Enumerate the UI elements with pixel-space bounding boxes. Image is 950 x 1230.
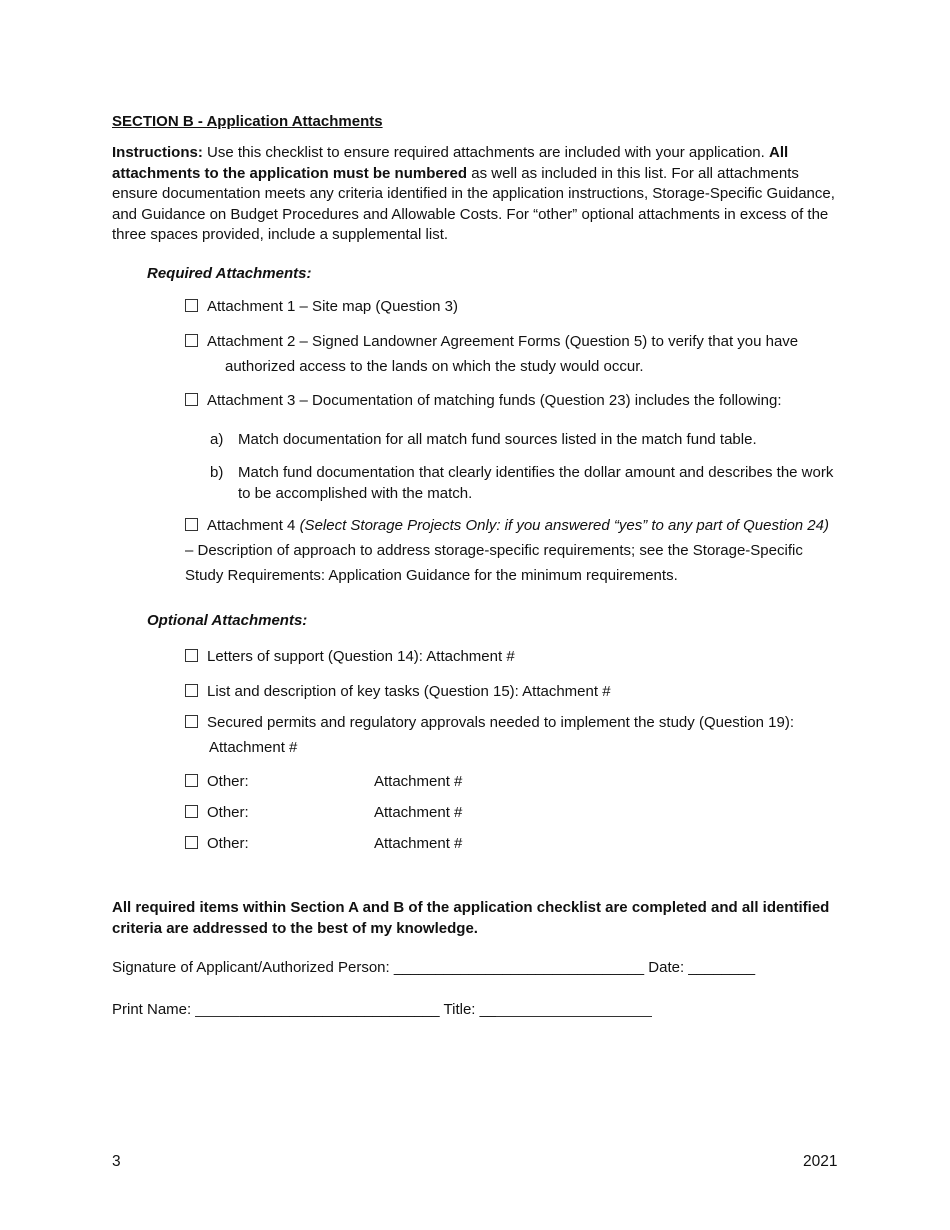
- other-3-attachment-label: Attachment #: [374, 835, 463, 852]
- print-name-underscores: ________________________: [239, 1001, 440, 1018]
- checkbox[interactable]: [185, 836, 198, 849]
- footer-year: 2021: [803, 1153, 838, 1170]
- required-item-3-label: Attachment 3 – Documentation of matching funds (Question 23) includes the following:: [207, 392, 782, 409]
- optional-item-1[interactable]: [185, 644, 515, 669]
- sub-item-a-text: Match documentation for all match fund sources listed in the match fund table.: [238, 431, 757, 448]
- instructions-text-2: as well as included in this list. For all attachments ensure documentation meets any criteria identified in the application instructions, Storage-Specific Guidance, and Guidance on Budget Procedures and Allowable Costs. For “other” optional attachments in excess of the three spaces provided, include a supplemental list.: [112, 164, 835, 244]
- required-item-1[interactable]: [185, 294, 458, 319]
- optional-other-2[interactable]: [185, 800, 249, 825]
- print-name-underline: [195, 1002, 239, 1017]
- sub-item-a-label: a): [210, 431, 224, 448]
- page-number: 3: [112, 1153, 121, 1170]
- required-item-3[interactable]: [185, 388, 782, 413]
- other-label: Other:: [207, 773, 249, 790]
- required-attachments-heading: Required Attachments:: [147, 265, 312, 282]
- required-item-4[interactable]: [185, 513, 835, 588]
- other-label: Other:: [207, 835, 249, 852]
- checkbox[interactable]: [185, 299, 198, 312]
- instructions-label: Instructions:: [112, 144, 203, 161]
- checkbox[interactable]: [185, 684, 198, 697]
- instructions-bold-text: All attachments to the application must be numbered: [112, 144, 789, 182]
- checkbox[interactable]: [185, 774, 198, 787]
- optional-attachments-heading: Optional Attachments:: [147, 612, 308, 629]
- print-name-line[interactable]: [112, 1001, 652, 1018]
- sub-item-b-text: Match fund documentation that clearly identifies the dollar amount and describes the work to be accomplished with the match.: [238, 464, 834, 502]
- optional-other-1[interactable]: [185, 769, 249, 794]
- instructions-paragraph: [112, 143, 842, 246]
- other-2-attachment-label: Attachment #: [374, 804, 463, 821]
- other-label: Other:: [207, 804, 249, 821]
- section-title: SECTION B - Application Attachments: [112, 113, 383, 130]
- optional-item-2-label: List and description of key tasks (Question 15): Attachment #: [207, 683, 611, 700]
- optional-item-1-label: Letters of support (Question 14): Attachment #: [207, 648, 515, 665]
- optional-item-3[interactable]: [185, 710, 845, 760]
- sub-item-b-label: b): [210, 464, 224, 481]
- instructions-text-1: Use this checklist to ensure required attachments are included with your application.: [202, 144, 769, 161]
- title-underline: [496, 1002, 652, 1017]
- certification-statement: All required items within Section A and B of the application checklist are completed and all identified criteria are addressed to the best of my knowledge.: [112, 899, 830, 937]
- optional-item-3-line1: Secured permits and regulatory approvals needed to implement the study (Question 19):: [207, 714, 794, 731]
- checkbox[interactable]: [185, 518, 198, 531]
- checkbox[interactable]: [185, 649, 198, 662]
- optional-other-3[interactable]: [185, 831, 249, 856]
- print-name-label: Print Name:: [112, 1001, 192, 1018]
- required-item-1-label: Attachment 1 – Site map (Question 3): [207, 298, 458, 315]
- optional-item-2[interactable]: [185, 679, 611, 704]
- required-item-4-prefix: Attachment 4: [207, 517, 300, 534]
- sub-item-b: [210, 462, 840, 504]
- required-item-4-rest: – Description of approach to address storage-specific requirements; see the Storage-Specific Study Requirements: Application Guidance for the minimum requirements.: [185, 542, 803, 584]
- checkbox[interactable]: [185, 715, 198, 728]
- required-item-2-line2: authorized access to the lands on which the study would occur.: [225, 358, 644, 375]
- required-item-2[interactable]: [185, 329, 845, 379]
- checkbox[interactable]: [185, 334, 198, 347]
- checkbox[interactable]: [185, 805, 198, 818]
- other-1-attachment-label: Attachment #: [374, 773, 463, 790]
- title-label: Title: __: [443, 1001, 497, 1018]
- required-item-4-italic: (Select Storage Projects Only: if you answered “yes” to any part of Question 24): [299, 517, 829, 534]
- optional-item-3-line2: Attachment #: [209, 739, 298, 756]
- signature-line[interactable]: Signature of Applicant/Authorized Person: ______________________________ Date: ________: [112, 959, 756, 976]
- sub-item-a: [210, 429, 840, 450]
- required-item-2-line1: Attachment 2 – Signed Landowner Agreement Forms (Question 5) to verify that you have: [207, 333, 799, 350]
- checkbox[interactable]: [185, 393, 198, 406]
